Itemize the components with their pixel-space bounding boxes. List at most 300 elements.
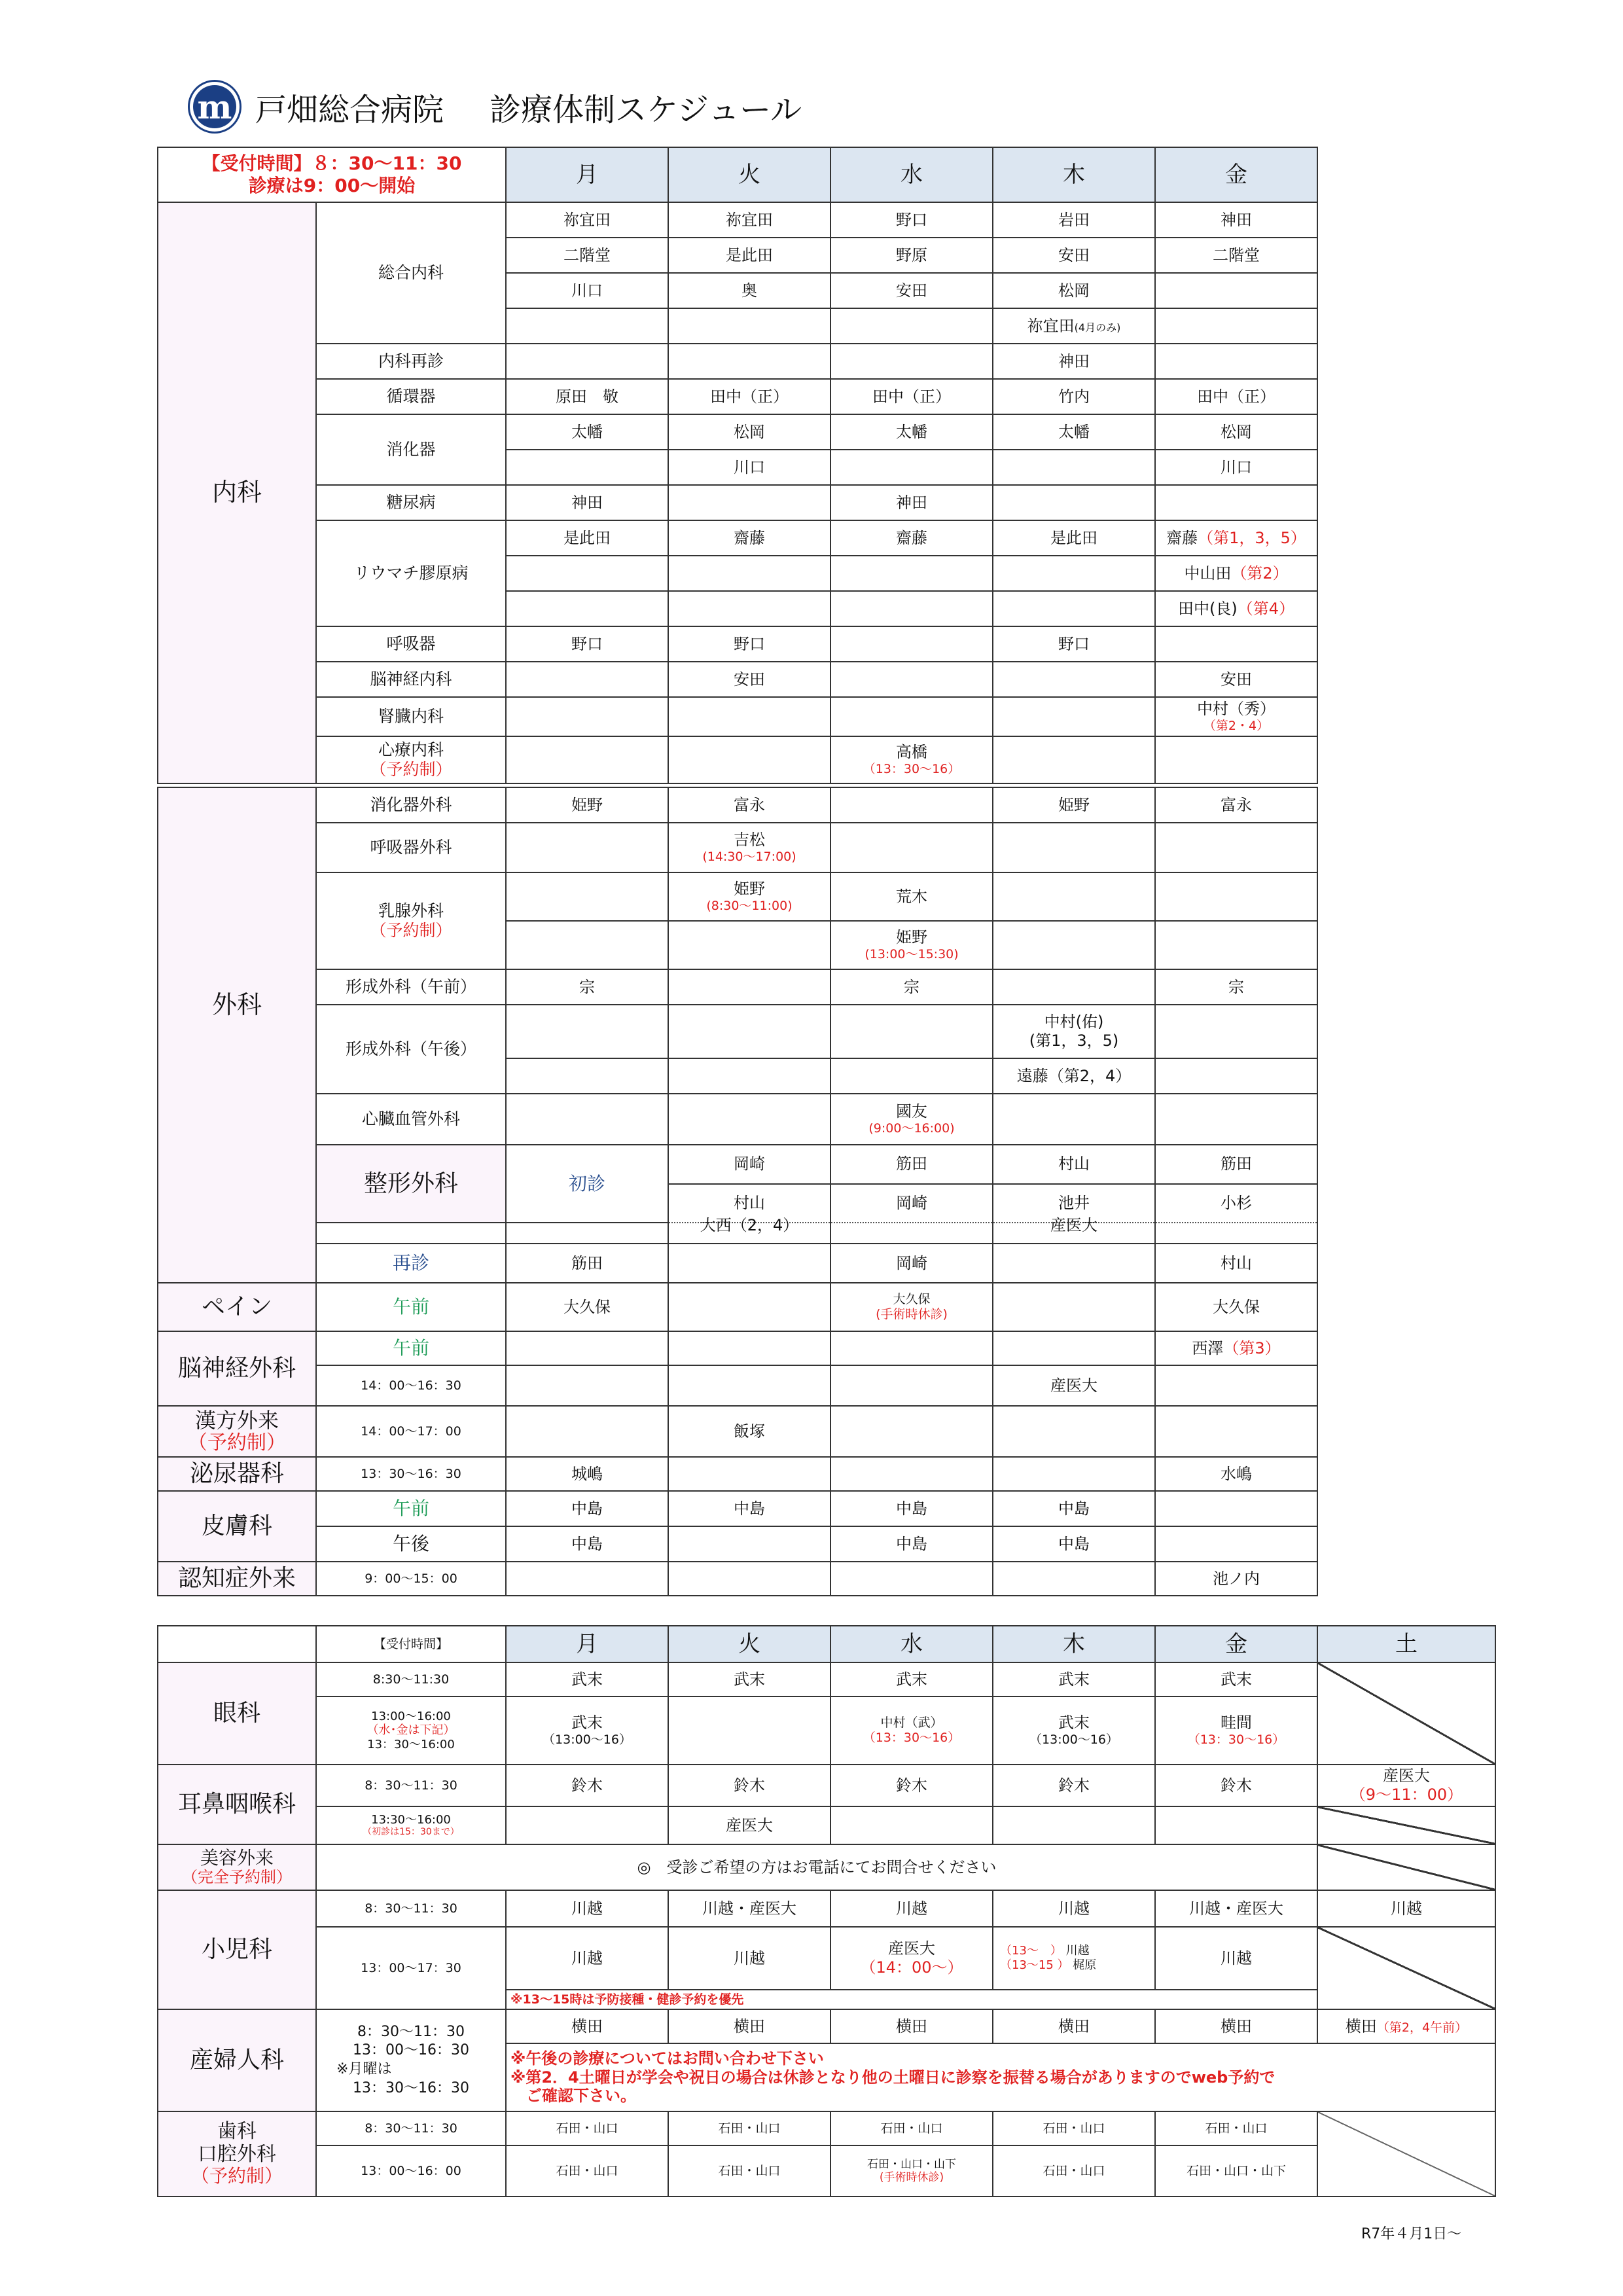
- day-header: 金: [1155, 147, 1317, 202]
- empty-cell: [1155, 872, 1317, 921]
- empty-cell: [506, 1806, 668, 1844]
- doctor-cell: 高橋 （13：30〜16）: [830, 736, 993, 783]
- doctor-cell: 城嶋: [506, 1457, 668, 1491]
- subdept-label: 形成外科（午前）: [316, 969, 506, 1005]
- subdept-label: 脳神経内科: [316, 662, 506, 697]
- doctor-cell: 田中(良)（第4）: [1155, 591, 1317, 626]
- doctor-cell: [506, 450, 668, 485]
- doctor-cell: 川越: [506, 1890, 668, 1927]
- subdept-label: リウマチ膠原病: [316, 520, 506, 626]
- empty-cell: [506, 697, 668, 736]
- empty-cell: [506, 736, 668, 783]
- doctor-cell: 産医大 （9〜11：00）: [1317, 1765, 1495, 1806]
- doctor-cell: 中村（武） （13：30〜16）: [830, 1696, 993, 1765]
- shoshin-label: 初診: [506, 1145, 668, 1223]
- doctor-cell: 祢宜田: [506, 202, 668, 238]
- doctor-cell: 武末: [668, 1662, 830, 1696]
- doctor-cell: 石田・山口: [668, 2145, 830, 2197]
- empty-cell: [830, 1331, 993, 1365]
- doctor-cell: 川口: [668, 450, 830, 485]
- doctor-cell: 横田: [1155, 2009, 1317, 2043]
- day-header: 金: [1155, 1626, 1317, 1662]
- doctor-cell: 川口: [506, 273, 668, 308]
- am-label: 午前: [316, 1491, 506, 1526]
- doctor-cell: 鈴木: [668, 1765, 830, 1806]
- empty-cell: [158, 1626, 316, 1662]
- empty-cell: [993, 1457, 1155, 1491]
- empty-cell: [993, 1094, 1155, 1145]
- time-label: 8：30〜11：30: [316, 1765, 506, 1806]
- empty-cell: [1155, 921, 1317, 969]
- day-header: 土: [1317, 1626, 1495, 1662]
- empty-cell: [830, 697, 993, 736]
- shoni-note: ※13〜15時は予防接種・健診予約を優先: [506, 1990, 1317, 2009]
- doctor-cell: 鈴木: [993, 1765, 1155, 1806]
- doctor-cell: 鈴木: [506, 1765, 668, 1806]
- empty-cell: [506, 1005, 668, 1058]
- doctor-cell: 松岡: [1155, 414, 1317, 450]
- doctor-cell: 筋田: [1155, 1145, 1317, 1184]
- dept-seikei-cont: [158, 1244, 316, 1283]
- doctor-cell: 齋藤: [668, 520, 830, 556]
- doctor-cell: （13〜 ） 川越 （13〜15 ） 梶原: [993, 1927, 1155, 1990]
- doctor-cell: 岡崎: [830, 1244, 993, 1283]
- subdept-label: 内科再診: [316, 344, 506, 379]
- doctor-cell: [830, 626, 993, 662]
- doctor-cell: 奥: [668, 273, 830, 308]
- doctor-cell: 武末: [830, 1662, 993, 1696]
- doctor-cell: 祢宜田: [668, 202, 830, 238]
- doctor-cell: 大久保 (手術時休診): [830, 1283, 993, 1331]
- empty-cell: [506, 1562, 668, 1596]
- reception-hours: 【受付時間】８：30〜11：30 診療は9：00〜開始: [158, 147, 506, 202]
- closed-cell: [1317, 1806, 1495, 1844]
- sanfu-note: ※午後の診療についてはお問い合わせ下さい ※第2．4土曜日が学会や祝日の場合は休診となり他の土曜日に診察を振替る場合がありますのでweb予約で ご確認下さい。: [506, 2043, 1495, 2111]
- doctor-cell: 武末: [1155, 1662, 1317, 1696]
- day-header: 水: [830, 147, 993, 202]
- doctor-cell: 原田 敬: [506, 379, 668, 414]
- doctor-cell: 武末: [993, 1662, 1155, 1696]
- empty-cell: [1155, 736, 1317, 783]
- subdept-label: 呼吸器外科: [316, 823, 506, 872]
- doctor-cell: 祢宜田(4月のみ): [993, 308, 1155, 344]
- empty-cell: [830, 1562, 993, 1596]
- subdept-label: 心臓血管外科: [316, 1094, 506, 1145]
- doctor-cell: [668, 969, 830, 1005]
- doctor-cell: [1155, 1491, 1317, 1526]
- empty-cell: [506, 1365, 668, 1406]
- page-title: 診療体制スケジュール: [490, 91, 802, 128]
- doctor-cell: [668, 1526, 830, 1562]
- doctor-cell: 姫野: [506, 787, 668, 823]
- doctor-cell: 遠藤（第2，4）: [993, 1058, 1155, 1094]
- time-label: 14：00〜16：30: [316, 1365, 506, 1406]
- subdept-label: 呼吸器: [316, 626, 506, 662]
- doctor-cell: 宗: [830, 969, 993, 1005]
- doctor-cell: 神田: [1155, 202, 1317, 238]
- doctor-cell: 筋田: [830, 1145, 993, 1184]
- empty-cell: [506, 1058, 668, 1094]
- doctor-cell: 西澤（第3）: [1155, 1331, 1317, 1365]
- empty-cell: [1155, 1005, 1317, 1058]
- empty-cell: [830, 1365, 993, 1406]
- doctor-cell: 安田: [830, 273, 993, 308]
- doctor-cell: 筋田: [506, 1244, 668, 1283]
- doctor-cell: 安田: [993, 238, 1155, 273]
- subdept-label: 腎臓内科: [316, 697, 506, 736]
- doctor-cell: 鈴木: [830, 1765, 993, 1806]
- doctor-cell: 石田・山口: [993, 2145, 1155, 2197]
- time-label: 8：30〜11：30: [316, 1890, 506, 1927]
- empty-cell: [668, 1562, 830, 1596]
- empty-cell: [668, 1005, 830, 1058]
- empty-cell: [993, 1806, 1155, 1844]
- closed-cell: [1317, 2111, 1495, 2197]
- doctor-cell: 石田・山口: [506, 2111, 668, 2145]
- empty-cell: [668, 921, 830, 969]
- dept-nougeka: 脳神経外科: [158, 1331, 316, 1406]
- doctor-cell: 安田: [1155, 662, 1317, 697]
- doctor-cell: 太幡: [830, 414, 993, 450]
- doctor-cell: 石田・山口: [830, 2111, 993, 2145]
- doctor-cell: 松岡: [993, 273, 1155, 308]
- schedule-table-main: [157, 147, 1318, 784]
- empty-cell: [993, 1562, 1155, 1596]
- empty-cell: [1155, 1406, 1317, 1457]
- dept-pain: ペイン: [158, 1283, 316, 1331]
- doctor-cell: 齋藤（第1，3，5）: [1155, 520, 1317, 556]
- time-label: 13:00〜16:00 （水･金は下記） 13：30〜16:00: [316, 1696, 506, 1765]
- day-header: 月: [506, 1626, 668, 1662]
- doctor-cell: 安田: [668, 662, 830, 697]
- doctor-cell: 川越: [830, 1890, 993, 1927]
- dept-seikei: 整形外科: [316, 1145, 506, 1223]
- time-label: 13:30〜16:00 （初診は15：30まで）: [316, 1806, 506, 1844]
- doctor-cell: 岡崎: [830, 1184, 993, 1223]
- empty-cell: [506, 591, 668, 626]
- dept-hinyo: 泌尿器科: [158, 1457, 316, 1491]
- empty-cell: [830, 556, 993, 591]
- doctor-cell: 姫野: [993, 787, 1155, 823]
- doctor-cell: 川越: [506, 1927, 668, 1990]
- doctor-cell: [830, 662, 993, 697]
- doctor-cell: [668, 485, 830, 520]
- doctor-cell: 二階堂: [1155, 238, 1317, 273]
- empty-cell: [668, 1365, 830, 1406]
- doctor-cell: 姫野 (8:30〜11:00): [668, 872, 830, 921]
- doctor-cell: 産医大: [993, 1208, 1155, 1244]
- doctor-cell: 富永: [1155, 787, 1317, 823]
- doctor-cell: 是此田: [668, 238, 830, 273]
- time-label: 9：00〜15：00: [316, 1562, 506, 1596]
- doctor-cell: 神田: [830, 485, 993, 520]
- doctor-cell: 田中（正）: [1155, 379, 1317, 414]
- doctor-cell: 横田: [668, 2009, 830, 2043]
- doctor-cell: [993, 485, 1155, 520]
- empty-cell: [1155, 1806, 1317, 1844]
- empty-cell: [1155, 1365, 1317, 1406]
- effective-date: R7年４月1日〜: [1361, 2226, 1462, 2242]
- doctor-cell: 川越・産医大: [668, 1890, 830, 1927]
- empty-cell: [993, 1331, 1155, 1365]
- doctor-cell: 齋藤: [830, 520, 993, 556]
- time-label: 13：00〜16：00: [316, 2145, 506, 2197]
- doctor-cell: [830, 1208, 993, 1244]
- time-label: 8：30〜11：30: [316, 2111, 506, 2145]
- empty-cell: [506, 921, 668, 969]
- empty-cell: [993, 823, 1155, 872]
- dept-ganka: 眼科: [158, 1662, 316, 1765]
- doctor-cell: 横田: [993, 2009, 1155, 2043]
- doctor-cell: 神田: [993, 344, 1155, 379]
- doctor-cell: 横田: [506, 2009, 668, 2043]
- doctor-cell: 川越: [1155, 1927, 1317, 1990]
- doctor-cell: 村山: [1155, 1244, 1317, 1283]
- hospital-logo-icon: m: [190, 82, 240, 132]
- dept-ninchi: 認知症外来: [158, 1562, 316, 1596]
- dept-shoni: 小児科: [158, 1890, 316, 2009]
- doctor-cell: 二階堂: [506, 238, 668, 273]
- doctor-cell: 横田: [830, 2009, 993, 2043]
- empty-cell: [668, 591, 830, 626]
- dept-hifu: 皮膚科: [158, 1491, 316, 1562]
- doctor-cell: 石田・山口: [1155, 2111, 1317, 2145]
- subdept-label: 循環器: [316, 379, 506, 414]
- empty-cell: [993, 697, 1155, 736]
- empty-cell: [830, 344, 993, 379]
- day-header: 火: [668, 1626, 830, 1662]
- doctor-cell: 是此田: [506, 520, 668, 556]
- doctor-cell: 宗: [1155, 969, 1317, 1005]
- empty-cell: [506, 1094, 668, 1145]
- empty-cell: [993, 556, 1155, 591]
- empty-cell: [506, 556, 668, 591]
- doctor-cell: 川越: [993, 1890, 1155, 1927]
- doctor-cell: [993, 662, 1155, 697]
- doctor-cell: 野口: [830, 202, 993, 238]
- closed-cell: [1317, 1662, 1495, 1765]
- doctor-cell: 姫野 (13:00〜15:30): [830, 921, 993, 969]
- empty-cell: [668, 697, 830, 736]
- doctor-cell: 産医大: [993, 1365, 1155, 1406]
- doctor-cell: 小杉: [1155, 1184, 1317, 1223]
- doctor-cell: 石田・山口: [993, 2111, 1155, 2145]
- subdept-label: 心療内科 （予約制）: [316, 736, 506, 783]
- day-header: 木: [993, 147, 1155, 202]
- doctor-cell: [830, 787, 993, 823]
- empty-cell: [668, 556, 830, 591]
- empty-cell: [668, 308, 830, 344]
- doctor-cell: 太幡: [506, 414, 668, 450]
- doctor-cell: [1155, 273, 1317, 308]
- doctor-cell: 村山: [993, 1145, 1155, 1184]
- doctor-cell: [1155, 1208, 1317, 1244]
- dept-seikei-cont: [158, 1208, 316, 1244]
- dept-naika: 内科: [158, 202, 316, 783]
- doctor-cell: 野原: [830, 238, 993, 273]
- empty-cell: [1155, 823, 1317, 872]
- shoshin-cont: [316, 1208, 506, 1244]
- doctor-cell: 竹内: [993, 379, 1155, 414]
- doctor-cell: 中島: [830, 1526, 993, 1562]
- doctor-cell: 野口: [993, 626, 1155, 662]
- doctor-cell: 飯塚: [668, 1406, 830, 1457]
- pm-label: 午後: [316, 1526, 506, 1562]
- empty-cell: [668, 1331, 830, 1365]
- empty-cell: [1155, 308, 1317, 344]
- empty-cell: [668, 1283, 830, 1331]
- doctor-cell: 大久保: [1155, 1283, 1317, 1331]
- empty-cell: [506, 1406, 668, 1457]
- doctor-cell: 石田・山口・山下 (手術時休診): [830, 2145, 993, 2197]
- doctor-cell: [993, 1244, 1155, 1283]
- doctor-cell: 田中（正）: [830, 379, 993, 414]
- am-label: 午前: [316, 1331, 506, 1365]
- doctor-cell: 松岡: [668, 414, 830, 450]
- doctor-cell: [1155, 485, 1317, 520]
- schedule-table-main-surgery: [157, 787, 1318, 1223]
- dept-kampo: 漢方外来 （予約制）: [158, 1406, 316, 1457]
- doctor-cell: 中山田（第2）: [1155, 556, 1317, 591]
- subdept-label: 乳腺外科 （予約制）: [316, 872, 506, 969]
- doctor-cell: 野口: [668, 626, 830, 662]
- dept-sanfu: 産婦人科: [158, 2009, 316, 2111]
- empty-cell: [830, 1058, 993, 1094]
- doctor-cell: 國友 (9:00〜16:00): [830, 1094, 993, 1145]
- doctor-cell: 大久保: [506, 1283, 668, 1331]
- doctor-cell: 太幡: [993, 414, 1155, 450]
- doctor-cell: 中村(佑) (第1，3，5): [993, 1005, 1155, 1058]
- hospital-name: 戸畑総合病院: [255, 91, 444, 128]
- doctor-cell: 鈴木: [1155, 1765, 1317, 1806]
- doctor-cell: [506, 662, 668, 697]
- doctor-cell: [993, 969, 1155, 1005]
- empty-cell: [993, 1406, 1155, 1457]
- empty-cell: [506, 308, 668, 344]
- dept-geka: 外科: [158, 787, 316, 1223]
- doctor-cell: 田中（正）: [668, 379, 830, 414]
- doctor-cell: 岡崎: [668, 1145, 830, 1184]
- empty-cell: [830, 1005, 993, 1058]
- doctor-cell: 武末 （13:00〜16）: [506, 1696, 668, 1765]
- empty-cell: [506, 872, 668, 921]
- empty-cell: [668, 1696, 830, 1765]
- schedule-table-second: [157, 1625, 1496, 2197]
- doctor-cell: [1155, 626, 1317, 662]
- empty-cell: [668, 344, 830, 379]
- dept-shika: 歯科 口腔外科 （予約制）: [158, 2111, 316, 2197]
- doctor-cell: 中村（秀） （第2・4）: [1155, 697, 1317, 736]
- saishin-label: 再診: [316, 1244, 506, 1283]
- doctor-cell: 水嶋: [1155, 1457, 1317, 1491]
- doctor-cell: 池井: [993, 1184, 1155, 1223]
- empty-cell: [830, 591, 993, 626]
- doctor-cell: 川口: [1155, 450, 1317, 485]
- day-header: 月: [506, 147, 668, 202]
- doctor-cell: [506, 1208, 668, 1244]
- doctor-cell: 富永: [668, 787, 830, 823]
- doctor-cell: 畦間 （13：30〜16）: [1155, 1696, 1317, 1765]
- schedule-table-main-lower: [157, 1208, 1318, 1596]
- subdept-label: 総合内科: [316, 202, 506, 344]
- empty-cell: [506, 344, 668, 379]
- closed-cell: [1317, 1844, 1495, 1890]
- time-label: 13：00〜17：30: [316, 1927, 506, 2009]
- empty-cell: [830, 823, 993, 872]
- doctor-cell: 中島: [993, 1526, 1155, 1562]
- doctor-cell: 石田・山口・山下: [1155, 2145, 1317, 2197]
- doctor-cell: 岩田: [993, 202, 1155, 238]
- empty-cell: [993, 921, 1155, 969]
- dept-jibi: 耳鼻咽喉科: [158, 1765, 316, 1844]
- doctor-cell: 村山: [668, 1184, 830, 1223]
- empty-cell: [1155, 1058, 1317, 1094]
- day-header: 木: [993, 1626, 1155, 1662]
- am-label: 午前: [316, 1283, 506, 1331]
- time-label: 14：00〜17：00: [316, 1406, 506, 1457]
- empty-cell: [668, 1094, 830, 1145]
- doctor-cell: 神田: [506, 485, 668, 520]
- subdept-label: 消化器外科: [316, 787, 506, 823]
- doctor-cell: 中島: [668, 1491, 830, 1526]
- empty-cell: [506, 1331, 668, 1365]
- empty-cell: [993, 872, 1155, 921]
- doctor-cell: [993, 450, 1155, 485]
- subdept-label: 消化器: [316, 414, 506, 485]
- day-header: 火: [668, 147, 830, 202]
- subdept-label: 形成外科（午後）: [316, 1005, 506, 1094]
- empty-cell: [993, 736, 1155, 783]
- time-label: 13：30〜16：30: [316, 1457, 506, 1491]
- subdept-label: 糖尿病: [316, 485, 506, 520]
- page-header: [190, 77, 802, 136]
- empty-cell: [506, 823, 668, 872]
- doctor-cell: 武末: [506, 1662, 668, 1696]
- empty-cell: [1155, 344, 1317, 379]
- time-label: 8:30〜11:30: [316, 1662, 506, 1696]
- empty-cell: [1155, 1094, 1317, 1145]
- day-header: 水: [830, 1626, 993, 1662]
- doctor-cell: 川越・産医大: [1155, 1890, 1317, 1927]
- empty-cell: [830, 1406, 993, 1457]
- empty-cell: [668, 736, 830, 783]
- doctor-cell: 武末 （13:00〜16）: [993, 1696, 1155, 1765]
- doctor-cell: [830, 450, 993, 485]
- doctor-cell: 中島: [830, 1491, 993, 1526]
- time-label: 8：30〜11：30 13：00〜16：30 ※月曜は 13：30〜16：30: [316, 2009, 506, 2111]
- doctor-cell: 宗: [506, 969, 668, 1005]
- closed-cell: [1317, 1927, 1495, 2009]
- doctor-cell: 野口: [506, 626, 668, 662]
- doctor-cell: 川越: [1317, 1890, 1495, 1927]
- doctor-cell: 中島: [993, 1491, 1155, 1526]
- doctor-cell: 川越: [668, 1927, 830, 1990]
- doctor-cell: 吉松 (14:30〜17:00): [668, 823, 830, 872]
- empty-cell: [993, 591, 1155, 626]
- reception-label: 【受付時間】: [316, 1626, 506, 1662]
- empty-cell: [830, 1457, 993, 1491]
- doctor-cell: 石田・山口: [668, 2111, 830, 2145]
- doctor-cell: 石田・山口: [506, 2145, 668, 2197]
- doctor-cell: [1155, 1526, 1317, 1562]
- dept-biyo: 美容外来 （完全予約制）: [158, 1844, 316, 1890]
- doctor-cell: 中島: [506, 1491, 668, 1526]
- empty-cell: [668, 1457, 830, 1491]
- doctor-cell: 横田（第2，4午前）: [1317, 2009, 1495, 2043]
- doctor-cell: 産医大 （14：00〜）: [830, 1927, 993, 1990]
- doctor-cell: 産医大: [668, 1806, 830, 1844]
- doctor-cell: 是此田: [993, 520, 1155, 556]
